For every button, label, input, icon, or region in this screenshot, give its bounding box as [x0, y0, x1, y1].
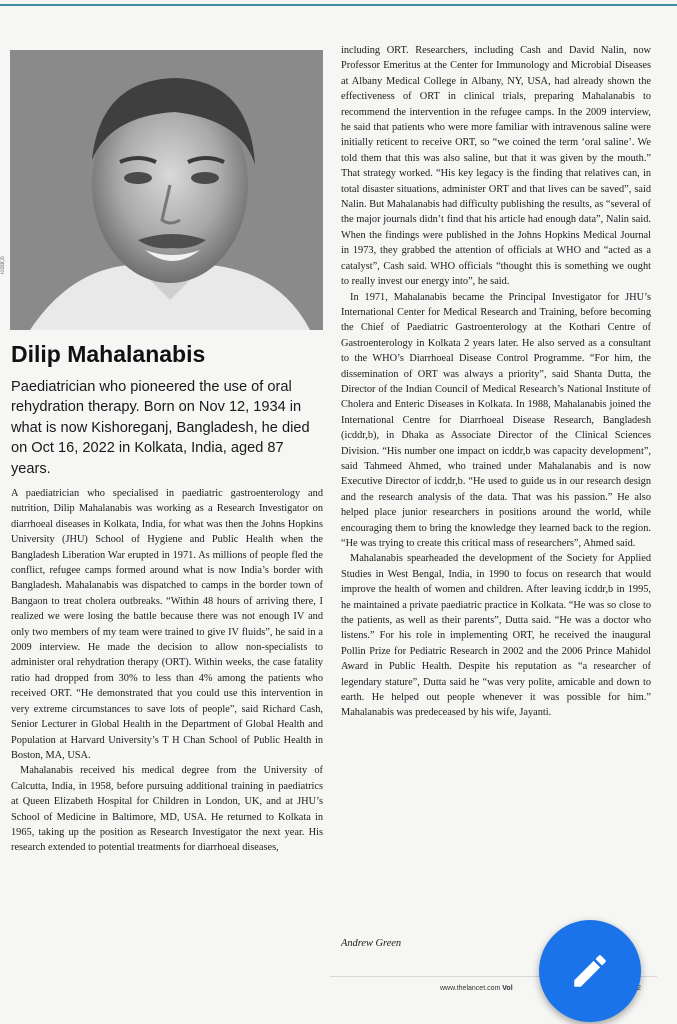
paragraph: In 1971, Mahalanabis became the Principal Investigator for JHU’s International Center for Medical Research and Training, before becoming the Chief of Paediatric Gastroenterology at the Kothari Centre of Gastroenterology in Kolkata 2 years later. He also served as a consultant to the WHO’s Diarrhoeal Disease Control Programme. “For him, the dissemination of ORT was always a priority”, said Shanta Dutta, the Director of the Indian Council of Medical Research’s National Institute of Cholera and Enteric Diseases in Kolkata. In 1988, Mahalanabis joined the International Centre for Diarrhoeal Disease Research, Bangladesh (icddr,b), in Dhaka as Associate Director of the Clinical Sciences Division. “His number one impact on icddr,b was capacity development”, said Tahmeed Ahmed, who trained under Mahalanabis and is now Executive Director of icddr,b. “He used to guide us in our research design and the research analysis of the data. That was his passion.” He also helped place junior researchers in positions around the world, while encouraging them to bring the knowledge they learned back to the region. “He was trying to create this critical mass of researchers”, Ahmed said.: [341, 291, 651, 549]
obituary-subtitle: Paediatrician who pioneered the use of oral rehydration therapy. Born on Nov 12, 1934 in what is now Kishoreganj, Bangladesh, he died on Oct 16, 2022 in Kolkata, India, aged 87 years.: [11, 379, 310, 477]
left-column: [11, 486, 323, 856]
footer-volume: Vol: [502, 985, 513, 992]
author-byline: Andrew Green: [341, 938, 402, 949]
paragraph: Mahalanabis received his medical degree from the University of Calcutta, India, in 1958, before pursuing additional training in paediatrics at Queen Elizabeth Hospital for Children in London, UK, and at JHU’s School of Medicine in Baltimore, MD, USA. He returned to Kolkata in 1965, taking up the position as Research Investigator the next year. His research extended to potential treatments for diarrhoeal diseases,: [11, 765, 323, 854]
pencil-icon: [569, 950, 611, 992]
paragraph: Mahalanabis spearheaded the development of the Society for Applied Studies in West Bengal, India, in 1990 to focus on research that would improve the health of women and children. After leaving icddr,b in 1995, he maintained a private paediatric practice in Kolkata. “He was so close to the patients, as well as their parents”, Dutta said. “He was a doctor who listens.” For his role in implementing ORT, he received the inaugural Pollin Prize for Pediatric Research in 2002 and the 2006 Prince Mahidol Award in Public Health. Despite his reputation as “a researcher of legendary stature”, Dutta said he “was very polite, amicable and down to earth. He helped out people whenever it was possible for him.” Mahalanabis was predeceased by his wife, Jayanti.: [341, 553, 651, 719]
footer-citation: [440, 985, 513, 992]
photo-credit: icddr,b: [0, 256, 6, 274]
portrait-illustration: [10, 50, 323, 330]
top-rule: [0, 4, 677, 6]
edit-button[interactable]: [539, 920, 641, 1022]
paragraph: A paediatrician who specialised in paediatric gastroenterology and nutrition, Dilip Mahalanabis was working as a Research Investigator on diarrhoeal diseases in Kolkata, India, for what was then the Johns Hopkins University (JHU) School of Hygiene and Public Health when the Bangladesh Liberation War erupted in 1971. As millions of people fled the conflict, refugee camps formed around what is now India’s border with Bangladesh. Mahalanabis was dispatched to camps in the border town of Bangaon to treat cholera outbreaks. “Within 48 hours of arriving there, I realized we were losing the battle because there was not enough IV and only two members of my team were trained to give IV fluids”, he said in a 2009 interview. He made the decision to allow non-specialists to administer oral rehydration therapy (ORT). Within weeks, the case fatality ratio had dropped from 30% to less than 4% among the patients who received ORT. “He demonstrated that you could use this intervention in very extreme circumstances to save lots of people”, said Richard Cash, Senior Lecturer in Global Health in the Department of Global Health and Population at Harvard University’s T H Chan School of Public Health in Boston, MA, USA.: [11, 488, 323, 761]
portrait-photo: [10, 50, 323, 330]
right-column: [341, 43, 651, 721]
footer-page: 2: [637, 985, 641, 992]
paragraph: including ORT. Researchers, including Cash and David Nalin, now Professor Emeritus at the Center for Immunology and Microbial Diseases at Albany Medical College in Albany, NY, USA, had already shown the effectiveness of ORT in clinical trials, preparing Mahalanabis to recommend the intervention in the refugee camps. In the 2009 interview, he said that patients who were more familiar with intravenous saline were initially reticent to receive ORT, so “we coined the term ‘oral saline’. We told them that this was also saline, but that it was given by the mouth.” That strategy worked. “His key legacy is the finding that relatives can, in total disaster situations, administer ORT and that lives can be saved”, said Nalin. But Mahalanabis had difficulty publishing the results, as “several of the major journals didn’t find that his article had enough data”, Nalin said. When the findings were published in the Johns Hopkins Medical Journal in 1973, they grabbed the attention of officials at WHO and “acted as a catalyst”, Cash said. WHO officials “thought this is something we ought to really invest our energy into”, he said.: [341, 45, 651, 288]
obituary-name: Dilip Mahalanabis: [11, 341, 206, 367]
footer-site: www.thelancet.com: [440, 985, 501, 992]
